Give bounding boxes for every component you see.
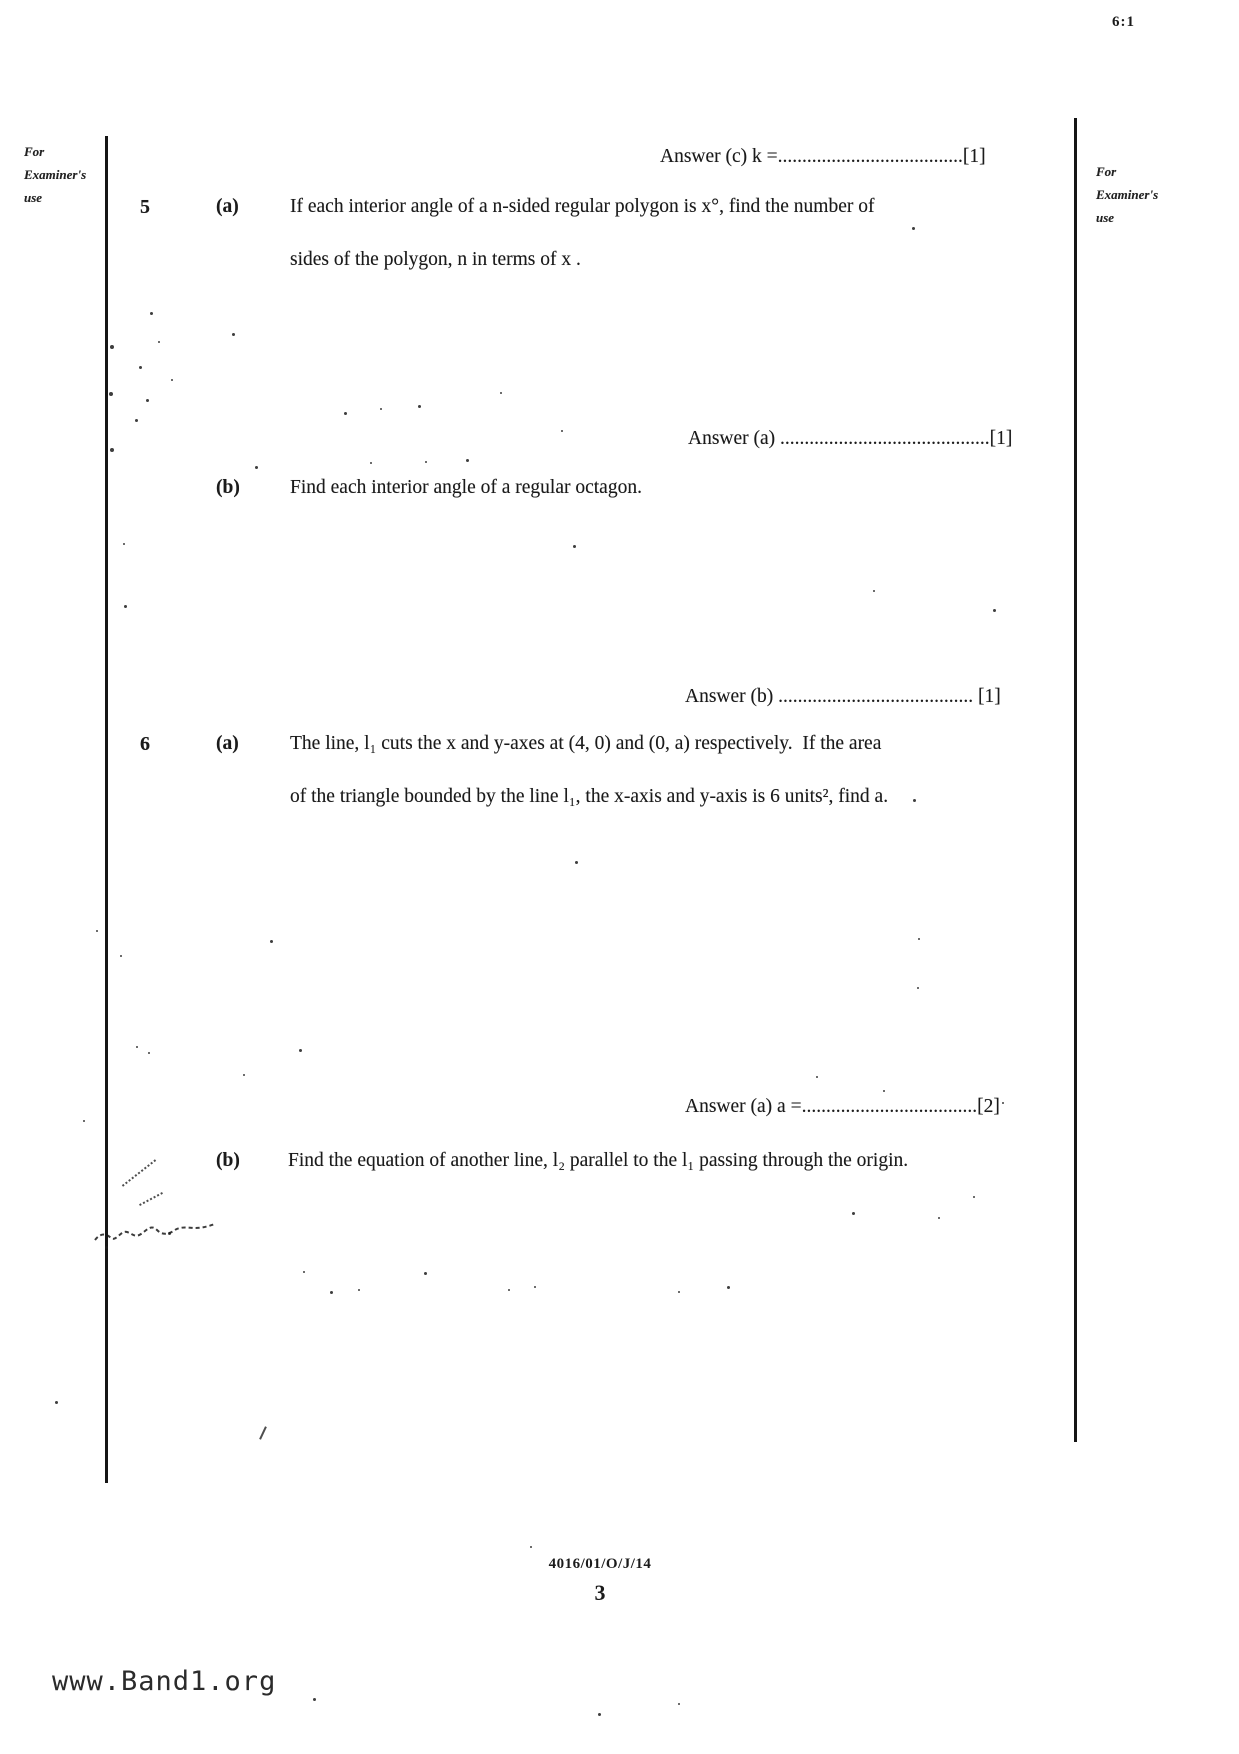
question-6b-text: Find the equation of another line, l₂ parallel to the l₁ passing through the origin. [288,1150,909,1171]
scan-speck [139,366,142,369]
scan-speck [678,1291,680,1293]
question-5a-text-line1: If each interior angle of a n-sided regular polygon is x°, find the number of [290,196,875,217]
scan-speck [380,408,382,410]
left-examiner-note-line1: For [24,144,45,159]
scribble-mark [122,1159,156,1186]
scan-speck [299,1049,302,1052]
scan-speck [120,955,122,957]
scan-speck [313,1698,316,1701]
scan-speck [270,940,273,943]
left-examiner-note-line2: Examiner's [24,167,87,182]
scan-speck [534,1286,536,1288]
scan-speck [1002,1102,1004,1104]
question-6a-text-line2: of the triangle bounded by the line l₁, the x-axis and y-axis is 6 units², find a. [290,786,889,807]
scan-speck [816,1076,818,1078]
scan-speck [105,1246,108,1249]
answer-line-5b: Answer (b) ........................................ [1] [685,686,1001,707]
stray-slash-mark [259,1426,267,1440]
scan-speck [124,605,127,608]
scan-speck [150,312,153,315]
right-examiner-note [1096,160,1158,229]
scan-speck [135,419,138,422]
question-5-number: 5 [140,196,150,218]
corner-page-mark: 6:1 [1112,14,1135,30]
scan-speck [55,1401,58,1404]
question-5b-text: Find each interior angle of a regular octagon. [290,477,642,498]
scan-speck [109,392,113,396]
left-examiner-note-line3: use [24,190,43,205]
scan-speck [873,590,875,592]
scan-speck [913,799,916,802]
answer-line-5a: Answer (a) ...........................................[1] [688,428,1013,449]
paper-code: 4016/01/O/J/14 [548,1556,652,1572]
question-6a-label: (a) [216,733,239,754]
scan-speck [883,1090,885,1092]
left-examiner-note [24,140,86,209]
right-margin-rule [1074,118,1077,1442]
scan-speck [917,987,919,989]
answer-line-6a: Answer (a) a =....................................[2] [685,1096,1000,1117]
question-5a-label: (a) [216,196,239,217]
scan-speck [418,405,421,408]
scan-speck [123,543,125,545]
right-examiner-note-line3: use [1096,210,1115,225]
scan-speck [598,1713,601,1716]
scan-speck [918,938,920,940]
question-6a-text-line1: The line, l₁ cuts the x and y-axes at (4, 0) and (0, a) respectively. If the area [290,733,882,754]
scan-speck [993,609,996,612]
scan-speck [344,412,347,415]
scan-speck [148,1052,150,1054]
left-margin-rule [105,136,108,1483]
scan-speck [96,930,98,932]
scan-speck [110,345,114,349]
answer-line-c: Answer (c) k =......................................[1] [660,146,986,167]
question-5a-text-line2: sides of the polygon, n in terms of x . [290,249,581,270]
scan-speck [425,461,427,463]
scan-speck [508,1289,510,1291]
scan-speck [561,430,563,432]
scan-speck [852,1212,855,1215]
scan-speck [83,1120,85,1122]
scan-speck [573,545,576,548]
scan-speck [530,1546,532,1548]
scan-speck [171,379,173,381]
scan-speck [358,1289,360,1291]
scan-speck [146,399,149,402]
page-number: 3 [594,1580,606,1605]
scan-speck [110,448,114,452]
scan-speck [500,392,502,394]
scan-speck [912,227,915,230]
scan-speck [424,1272,427,1275]
scan-speck [575,861,578,864]
scan-speck [973,1196,975,1198]
scan-speck [303,1271,305,1273]
right-examiner-note-line1: For [1096,164,1117,179]
scan-speck [330,1291,333,1294]
scan-speck [232,333,235,336]
scribble-mark [139,1192,163,1206]
scan-speck [168,1232,171,1235]
question-6-number: 6 [140,733,150,755]
scan-speck [243,1074,245,1076]
scan-speck [255,466,258,469]
scan-speck [678,1703,680,1705]
right-examiner-note-line2: Examiner's [1096,187,1159,202]
scan-speck [938,1217,940,1219]
scan-speck [158,341,160,343]
scan-speck [727,1286,730,1289]
scan-speck [466,459,469,462]
watermark-url: www.Band1.org [52,1666,277,1697]
scribble-squiggle [92,1222,242,1252]
scan-speck [136,1046,138,1048]
question-5b-label: (b) [216,477,240,498]
question-6b-label: (b) [216,1150,240,1171]
scan-speck [370,462,372,464]
